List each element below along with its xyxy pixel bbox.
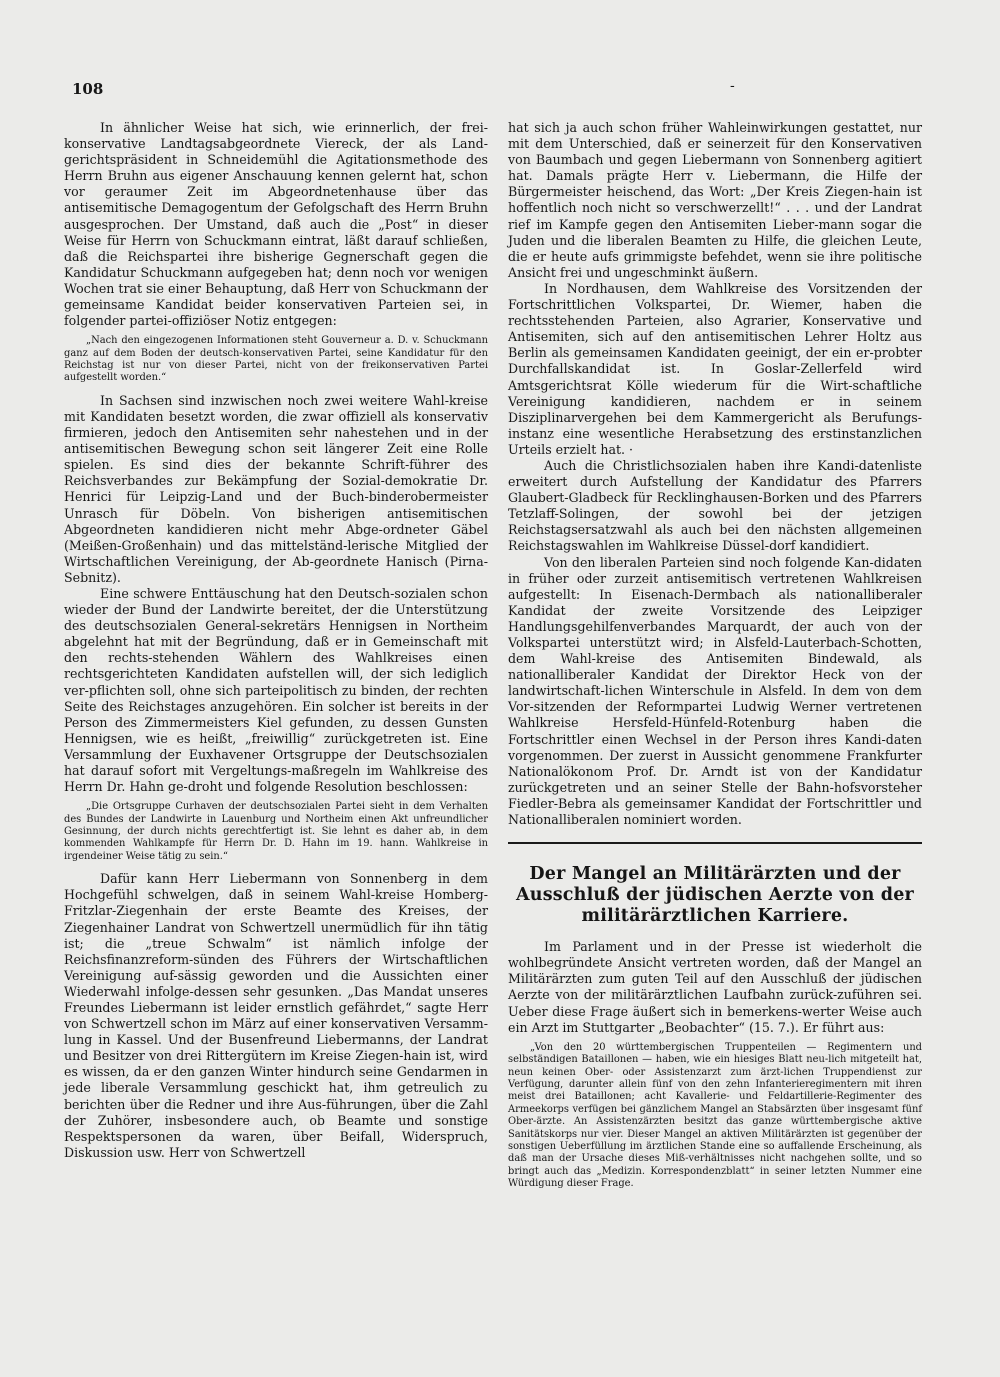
page-number: 108 [72, 80, 104, 98]
body-paragraph: Im Parlament und in der Presse ist wiederholt die wohlbegründete Ansicht vertreten worden, daß der Mangel an Militärärzten zum guten Teil auf den Ausschluß der jüdischen Aerzte von der militärärztlichen Laufbahn zurück-zuführen sei. Ueber diese Frage äußert sich in bemerkens-werter Weise auch ein Arzt im Stuttgarter „Beobachter“ (15. 7.). Er führt aus: [508, 939, 922, 1035]
body-paragraph: In Nordhausen, dem Wahlkreise des Vorsitzenden der Fortschrittlichen Volkspartei, Dr. Wiemer, haben die rechtsstehenden Parteien, also Agrarier, Konservative und Antisemiten, sich auf den antisemitischen Lehrer Holtz aus Berlin als gemeinsamen Kandidaten geeinigt, der ein er-probter Durchfallskandidat ist. In Goslar-Zellerfeld wird Amtsgerichtsrat Kölle wiederum für die Wirt-schaftliche Vereinigung kandidieren, nachdem er in seinem Disziplinarvergehen bei dem Kammergericht als Berufungs-instanz eine wesentliche Herabsetzung des erstinstanzlichen Urteils erzielt hat. · [508, 280, 922, 457]
block-quote: „Von den 20 württembergischen Truppenteilen — Regimentern und selbständigen Bataillonen — haben, wie ein hiesiges Blatt neu-lich mitgeteilt hat, neun keinen Ober- oder Assistenzarzt zum ärzt-lichen Truppendienst zur Verfügung, darunter allein fünf von den zehn Infanterieregimentern mit ihren meist drei Bataillonen; acht Kavallerie- und Feldartillerie-Regimenter des Armeekorps verfügen bei gänzlichem Mangel an Stabsärzten über insgesamt fünf Ober-ärzte. An Assistenzärzten besitzt das ganze württembergische aktive Sanitätskorps nur vier. Dieser Mangel an aktiven Militärärzten ist gegenüber der sonstigen Ueberfüllung im ärztlichen Stande eine so auffallende Erscheinung, als daß man der Ursache dieses Miß-verhältnisses nicht nachgehen sollte, und so bringt auch das „Medizin. Korrespondenzblatt“ in seiner letzten Nummer eine Würdigung dieser Frage. [508, 1041, 922, 1190]
header-mark: - [730, 78, 735, 94]
block-quote: „Nach den eingezogenen Informationen steht Gouverneur a. D. v. Schuckmann ganz auf dem Boden der deutsch-konservativen Partei, seine Kandidatur für den Reichstag ist nur von dieser Partei, nicht von der freikonservativen Partei aufgestellt worden.“ [64, 335, 488, 384]
body-paragraph: Von den liberalen Parteien sind noch folgende Kan-didaten in früher oder zurzeit antisemitisch vertretenen Wahlkreisen aufgestellt: In Eisenach-Dermbach als nationalliberaler Kandidat der zweite Vorsitzende des Leipziger Handlungsgehilfenverbandes Marquardt, der auch von der Volkspartei unterstützt wird; in Alsfeld-Lauterbach-Schotten, dem Wahl-kreise des Antisemiten Bindewald, als nationalliberaler Kandidat der Direktor Heck von der landwirtschaft-lichen Winterschule in Alsfeld. In dem von dem Vor-sitzenden der Reformpartei Ludwig Werner vertretenen Wahlkreise Hersfeld-Hünfeld-Rotenburg haben die Fortschrittler einen Wechsel in der Person ihres Kandi-daten vorgenommen. Der zuerst in Aussicht genommene Frankfurter Nationalökonom Prof. Dr. Arndt ist von der Kandidatur zurückgetreten und an seiner Stelle der Bahn-hofsvorsteher Fiedler-Bebra als gemeinsamer Kandidat der Fortschrittler und Nationalliberalen nominiert worden. [508, 554, 922, 828]
left-column [64, 120, 488, 1161]
body-paragraph: hat sich ja auch schon früher Wahleinwirkungen gestattet, nur mit dem Unterschied, daß er seinerzeit für den Konservativen von Baumbach und gegen Liebermann von Sonnenberg agitiert hat. Damals prägte Herr v. Liebermann, die Hilfe der Bürgermeister heischend, das Wort: „Der Kreis Ziegen-hain ist hoffentlich noch nicht so verschwerzellt!“ . . . und der Landrat rief im Kampfe gegen den Antisemiten Lieber-mann sogar die Juden und die liberalen Beamten zu Hilfe, die gleichen Leute, die er heute aufs grimmigste befehdet, wenn sie ihre politische Ansicht frei und ungeschminkt äußern. [508, 120, 922, 280]
body-paragraph: In Sachsen sind inzwischen noch zwei weitere Wahl-kreise mit Kandidaten besetzt worden, die zwar offiziell als konservativ firmieren, jedoch den Antisemiten sehr nahestehen und in der antisemitischen Bewegung schon seit längerer Zeit eine Rolle spielen. Es sind dies der bekannte Schrift-führer des Reichsverbandes zur Bekämpfung der Sozial-demokratie Dr. Henrici für Leipzig-Land und der Buch-binderobermeister Unrasch für Döbeln. Von bisherigen antisemitischen Abgeordneten kandidieren nicht mehr Abge-ordneter Gäbel (Meißen-Großenhain) und das mittelständ-lerische Mitglied der Wirtschaftlichen Vereinigung, der Ab-geordnete Hanisch (Pirna-Sebnitz). [64, 392, 488, 585]
body-paragraph: In ähnlicher Weise hat sich, wie erinnerlich, der frei-konservative Landtagsabgeordnete Viereck, der als Land-gerichtspräsident in Schneidemühl die Agitationsmethode des Herrn Bruhn aus eigener Anschauung kennen gelernt hat, schon vor geraumer Zeit im Abgeordnetenhause über das antisemitische Demagogentum der Gefolgschaft des Herrn Bruhn ausgesprochen. Der Umstand, daß auch die „Post“ in dieser Weise für Herrn von Schuckmann eintrat, läßt darauf schließen, daß die Reichspartei ihre bisherige Gegnerschaft gegen die Kandidatur Schuckmann aufgegeben hat; denn noch vor wenigen Wochen trat sie einer Behauptung, daß Herr von Schuckmann der gemeinsame Kandidat beider konservativen Parteien sei, in folgender partei-offiziöser Notiz entgegen: [64, 120, 488, 329]
body-paragraph: Eine schwere Enttäuschung hat den Deutsch-sozialen schon wieder der Bund der Landwirte bereitet, der die Unterstützung des deutschsozialen General-sekretärs Hennigsen in Northeim abgelehnt hat mit der Begründung, daß er in Gemeinschaft mit den rechts-stehenden Wählern des Wahlkreises einen rechtsgerichteten Kandidaten aufstellen will, der sich lediglich ver-pflichten soll, ohne sich parteipolitisch zu binden, der rechten Seite des Reichstages anzugehören. Ein solcher ist bereits in der Person des Zimmermeisters Kiel gefunden, zu dessen Gunsten Hennigsen, wie es heißt, „freiwillig“ zurückgetreten ist. Eine Versammlung der Euxhavener Ortsgruppe der Deutschsozialen hat darauf sofort mit Vergeltungs-maßregeln im Wahlkreise des Herrn Dr. Hahn ge-droht und folgende Resolution beschlossen: [64, 585, 488, 795]
section-divider [508, 842, 922, 844]
right-column [508, 120, 922, 1199]
body-paragraph: Dafür kann Herr Liebermann von Sonnenberg in dem Hochgefühl schwelgen, daß in seinem Wahl-kreise Homberg-Fritzlar-Ziegenhain der erste Beamte des Kreises, der Ziegenhainer Landrat von Schwertzell unermüdlich für ihn tätig ist; die „treue Schwalm“ ist nämlich infolge der Reichsfinanzreform-sünden des Führers der Wirtschaftlichen Vereinigung auf-sässig geworden und die Aussichten einer Wiederwahl infolge-dessen sehr gesunken. „Das Mandat unseres Freundes Liebermann ist leider ernstlich gefährdet,“ sagte Herr von Schwertzell schon im März auf einer konservativen Versamm-lung in Kassel. Und der Busenfreund Liebermanns, der Landrat und Besitzer von drei Rittergütern im Kreise Ziegen-hain ist, wird es wissen, da er den ganzen Winter hindurch seine Gendarmen in jede liberale Versammlung geschickt hat, ihm getreulich zu berichten über die Redner und ihre Aus-führungen, über die Zahl der Zuhörer, insbesondere auch, ob Beamte und sonstige Respektspersonen da waren, über Beifall, Widerspruch, Diskussion usw. Herr von Schwertzell [64, 871, 488, 1160]
block-quote: „Die Ortsgruppe Curhaven der deutschsozialen Partei sieht in dem Verhalten des Bundes der Landwirte in Lauenburg und Northeim einen Akt unfreundlicher Gesinnung, der durch nichts gerechtfertigt ist. Sie lehnt es daher ab, in dem kommenden Wahlkampfe für Herrn Dr. D. Hahn im 19. hann. Wahlkreise in irgendeiner Weise tätig zu sein.“ [64, 801, 488, 862]
body-paragraph: Auch die Christlichsozialen haben ihre Kandi-datenliste erweitert durch Aufstellung der Kandidatur des Pfarrers Glaubert-Gladbeck für Recklinghausen-Borken und des Pfarrers Tetzlaff-Solingen, der sowohl bei der jetzigen Reichstagsersatzwahl als auch bei den nächsten allgemeinen Reichstagswahlen im Wahlkreise Düssel-dorf kandidiert. [508, 457, 922, 554]
article-heading: Der Mangel an Militärärzten und der Ausschluß der jüdischen Aerzte von der militärärztlichen Karriere. [516, 864, 914, 927]
